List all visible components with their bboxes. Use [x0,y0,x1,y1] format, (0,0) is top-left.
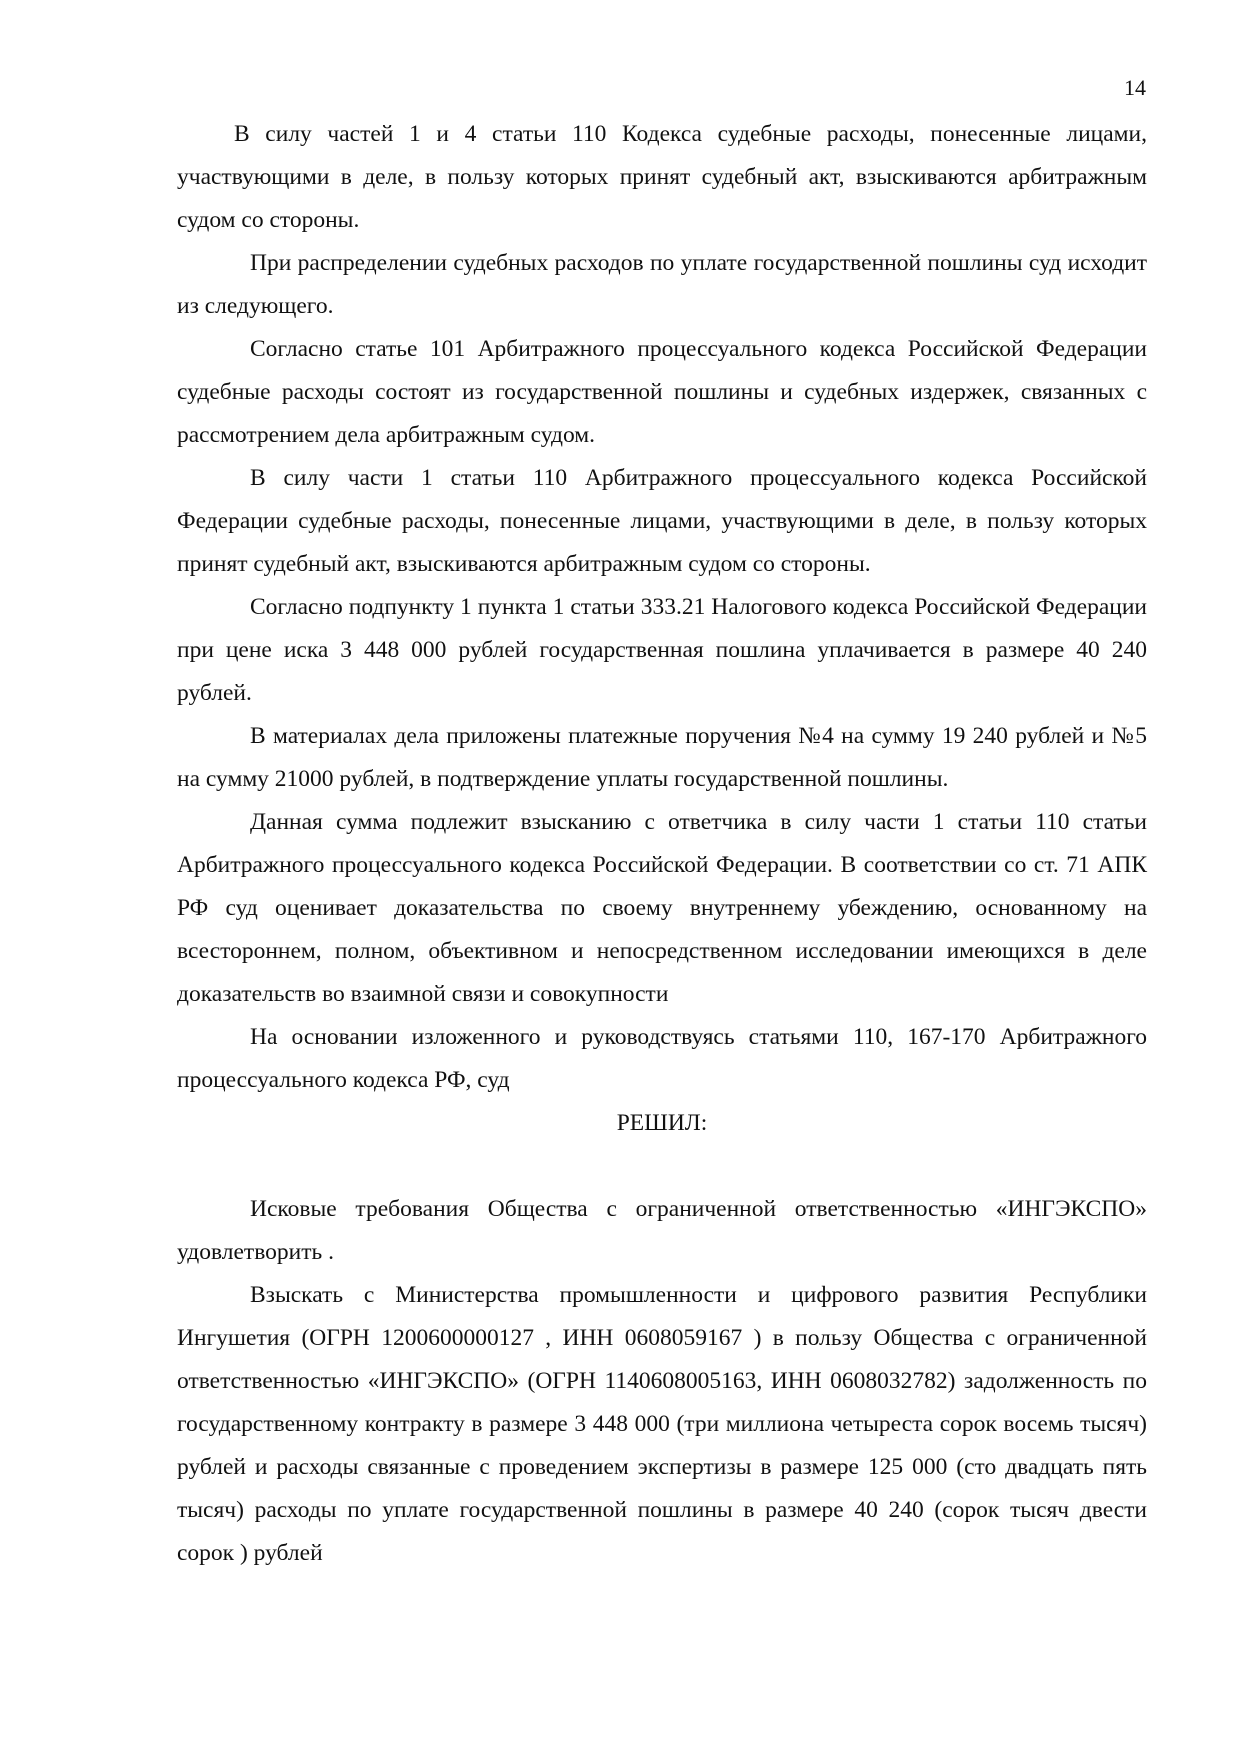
paragraph-article-101: Согласно статье 101 Арбитражного процессуального кодекса Российской Федерации судебные расходы состоят из государственной пошлины и судебных издержек, связанных с рассмотрением дела арбитражным судом. [177,336,1147,448]
paragraph-grounds: На основании изложенного и руководствуясь статьями 110, 167-170 Арбитражного процессуального кодекса РФ, суд [177,1024,1147,1093]
page-number: 14 [1124,75,1146,100]
paragraph-payment-orders: В материалах дела приложены платежные поручения №4 на сумму 19 240 рублей и №5 на сумму 21000 рублей, в подтверждение уплаты государственной пошлины. [177,723,1147,792]
document-body [177,113,1147,1575]
decision-heading: РЕШИЛ: [616,1110,708,1136]
paragraph-court-costs-110: В силу частей 1 и 4 статьи 110 Кодекса судебные расходы, понесенные лицами, участвующими в деле, в пользу которых принят судебный акт, взыскиваются арбитражным судом со стороны. [177,121,1147,233]
decision-paragraph-satisfy-claims: Исковые требования Общества с ограниченной ответственностью «ИНГЭКСПО» удовлетворить . [177,1196,1147,1265]
paragraph-recovery-from-defendant: Данная сумма подлежит взысканию с ответчика в силу части 1 статьи 110 статьи Арбитражного процессуального кодекса Российской Федерации. В соответствии со ст. 71 АПК РФ суд оценивает доказательства по своему внутреннему убеждению, основанному на всестороннем, полном, объективном и непосредственном исследовании имеющихся в деле доказательств во взаимной связи и совокупности [177,809,1147,1007]
paragraph-article-110-part-1: В силу части 1 статьи 110 Арбитражного процессуального кодекса Российской Федерации судебные расходы, понесенные лицами, участвующими в деле, в пользу которых принят судебный акт, взыскиваются арбитражным судом со стороны. [177,465,1147,577]
decision-paragraph-recover-amounts: Взыскать с Министерства промышленности и цифрового развития Республики Ингушетия (ОГРН 1200600000127 , ИНН 0608059167 ) в пользу Общества с ограниченной ответственностью «ИНГЭКСПО» (ОГРН 1140608005163, ИНН 0608032782) задолженность по государственному контракту в размере 3 448 000 (три миллиона четыреста сорок восемь тысяч) рублей и расходы связанные с проведением экспертизы в размере 125 000 (сто двадцать пять тысяч) расходы по уплате государственной пошлины в размере 40 240 (сорок тысяч двести сорок ) рублей [177,1282,1147,1566]
paragraph-tax-code-333-21: Согласно подпункту 1 пункта 1 статьи 333.21 Налогового кодекса Российской Федерации при цене иска 3 448 000 рублей государственная пошлина уплачивается в размере 40 240 рублей. [177,594,1147,706]
paragraph-distribution-of-costs: При распределении судебных расходов по уплате государственной пошлины суд исходит из следующего. [177,250,1147,319]
